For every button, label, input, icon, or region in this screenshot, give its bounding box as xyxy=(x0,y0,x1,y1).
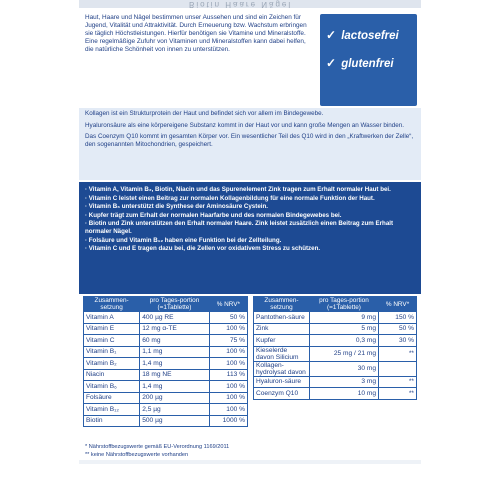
badge-lactosefrei xyxy=(326,28,399,42)
row-nrv: 30 % xyxy=(379,335,417,347)
row-name: Vitamin C xyxy=(84,335,140,347)
badge-label: lactosefrei xyxy=(341,30,399,42)
row-name: Vitamin E xyxy=(84,323,140,335)
row-amount: 60 mg xyxy=(140,335,210,347)
row-name: Coenzym Q10 xyxy=(254,388,310,400)
row-name: Vitamin B₂ xyxy=(84,358,140,370)
row-name: Vitamin A xyxy=(84,312,140,324)
table-row xyxy=(84,312,248,324)
table-row xyxy=(254,346,417,361)
row-nrv: 100 % xyxy=(209,323,247,335)
top-flap xyxy=(79,0,421,8)
table-row xyxy=(84,346,248,358)
table-row xyxy=(254,388,417,400)
col-header-per-day: pro Tages-portion (=1Tablette) xyxy=(309,297,378,312)
intro-text: Haut, Haare und Nägel bestimmen unser Aussehen und sind ein Zeichen für Jugend, Vitalität und Attraktivität. Durch Erneuerung bzw. Wachstum erbringen sie täglich Höchstleistungen. Hierfür benötigen sie Vitamine und Mineralstoffe. Eine regelmäßige Zufuhr von Vitaminen und Mineralstoffen kann dabei helfen, die natürliche Schönheit von innen zu unterstützen. xyxy=(85,14,307,53)
row-amount: 2,5 µg xyxy=(140,404,210,416)
row-amount: 400 µg RE xyxy=(140,312,210,324)
row-name: Hyaluron-säure xyxy=(254,376,310,388)
claim-item: · Vitamin C leistet einen Beitrag zur normalen Kollagenbildung für eine normale Funktion der Haut. xyxy=(85,194,375,202)
badge-glutenfrei xyxy=(326,56,394,70)
row-nrv: 100 % xyxy=(209,358,247,370)
row-name: Pantothen-säure xyxy=(254,312,310,324)
row-amount: 10 mg xyxy=(309,388,378,400)
nutrition-tables xyxy=(79,296,421,446)
row-amount: 25 mg / 21 mg xyxy=(309,346,378,361)
claim-item: · Vitamin B₆ unterstützt die Synthese der Aminosäure Cystein. xyxy=(85,203,268,211)
row-name: Kupfer xyxy=(254,335,310,347)
package-back xyxy=(79,0,421,460)
table-row xyxy=(84,415,248,427)
row-name: Vitamin B₁ xyxy=(84,346,140,358)
col-header-composition: Zusammen-setzung xyxy=(84,297,140,312)
checkmark-icon: ✓ xyxy=(326,28,337,42)
row-amount: 200 µg xyxy=(140,392,210,404)
row-nrv: 75 % xyxy=(209,335,247,347)
col-header-nrv: % NRV* xyxy=(209,297,247,312)
info-hyaluron: Hyaluronsäure als eine körpereigene Substanz kommt in der Haut vor und kann große Mengen an Wasser binden. xyxy=(85,122,404,129)
info-q10: Das Coenzym Q10 kommt im gesamten Körper vor. Ein wesentlicher Teil des Q10 wird in den „Kraftwerken der Zelle“, den sogenannten Mitochondrien, gespeichert. xyxy=(85,133,414,148)
row-nrv: 100 % xyxy=(209,392,247,404)
col-header-per-day: pro Tages-portion (=1Tablette) xyxy=(140,297,210,312)
row-name: Biotin xyxy=(84,415,140,427)
row-nrv: ** xyxy=(379,376,417,388)
footnotes xyxy=(85,444,229,459)
row-nrv: 1000 % xyxy=(209,415,247,427)
table-row xyxy=(84,335,248,347)
table-row xyxy=(84,358,248,370)
table-row xyxy=(84,323,248,335)
row-amount: 12 mg α-TE xyxy=(140,323,210,335)
row-amount: 9 mg xyxy=(309,312,378,324)
row-nrv: 50 % xyxy=(209,312,247,324)
row-nrv: ** xyxy=(379,346,417,361)
info-collagen: Kollagen ist ein Strukturprotein der Haut und befindet sich vor allem im Bindegewebe. xyxy=(85,110,324,117)
nutrition-table-right xyxy=(253,296,417,400)
health-claims xyxy=(79,182,421,294)
nutrition-table-left xyxy=(83,296,248,427)
allergen-badge xyxy=(320,14,417,106)
package-bottom-edge xyxy=(79,460,421,464)
table-row xyxy=(254,376,417,388)
row-name: Folsäure xyxy=(84,392,140,404)
row-amount: 1,4 mg xyxy=(140,381,210,393)
row-name: Kieselerde davon Silicium xyxy=(254,346,310,361)
claim-item: · Vitamin A, Vitamin B₂, Biotin, Niacin und das Spurenelement Zink tragen zum Erhalt normaler Haut bei. xyxy=(85,186,391,193)
table-row xyxy=(254,323,417,335)
row-amount: 18 mg NE xyxy=(140,369,210,381)
row-nrv: 100 % xyxy=(209,381,247,393)
badge-label: glutenfrei xyxy=(341,58,394,70)
table-row xyxy=(254,361,417,376)
row-name: Vitamin B₁₂ xyxy=(84,404,140,416)
claim-item: · Vitamin C und E tragen dazu bei, die Zellen vor oxidativem Stress zu schützen. xyxy=(85,245,321,253)
row-nrv: 100 % xyxy=(209,346,247,358)
row-name: Niacin xyxy=(84,369,140,381)
info-band xyxy=(79,108,421,180)
col-header-nrv: % NRV* xyxy=(379,297,417,312)
checkmark-icon: ✓ xyxy=(326,56,337,70)
table-row xyxy=(84,392,248,404)
flap-text: Biotin Haare Nägel xyxy=(189,0,293,9)
row-amount: 1,1 mg xyxy=(140,346,210,358)
table-row xyxy=(254,312,417,324)
row-nrv: 50 % xyxy=(379,323,417,335)
row-amount: 5 mg xyxy=(309,323,378,335)
row-amount: 30 mg xyxy=(309,361,378,376)
table-row xyxy=(254,335,417,347)
row-name: Kollagen-hydrolysat davon xyxy=(254,361,310,376)
row-nrv: ** xyxy=(379,388,417,400)
row-nrv: 113 % xyxy=(209,369,247,381)
row-name: Zink xyxy=(254,323,310,335)
table-row xyxy=(84,404,248,416)
footnote-no-nrv: ** keine Nährstoffbezugswerte vorhanden xyxy=(85,451,189,458)
row-amount: 3 mg xyxy=(309,376,378,388)
row-nrv: 150 % xyxy=(379,312,417,324)
claim-item: · Folsäure und Vitamin B₁₂ haben eine Funktion bei der Zellteilung. xyxy=(85,236,282,244)
table-row xyxy=(84,369,248,381)
col-header-composition: Zusammen-setzung xyxy=(254,297,310,312)
claim-item: · Kupfer trägt zum Erhalt der normalen Haarfarbe und des normalen Bindegewebes bei. xyxy=(85,211,342,219)
row-nrv: 100 % xyxy=(209,404,247,416)
row-amount: 0,3 mg xyxy=(309,335,378,347)
claim-item: · Biotin und Zink unterstützen den Erhalt normaler Haare. Zink leistet zusätzlich einen Beitrag zum Erhalt normaler Nägel. xyxy=(85,220,394,235)
footnote-nrv: * Nährstoffbezugswerte gemäß EU-Verordnung 1169/2011 xyxy=(85,444,230,450)
row-amount: 500 µg xyxy=(140,415,210,427)
row-nrv xyxy=(379,361,417,376)
row-amount: 1,4 mg xyxy=(140,358,210,370)
table-row xyxy=(84,381,248,393)
row-name: Vitamin B₆ xyxy=(84,381,140,393)
